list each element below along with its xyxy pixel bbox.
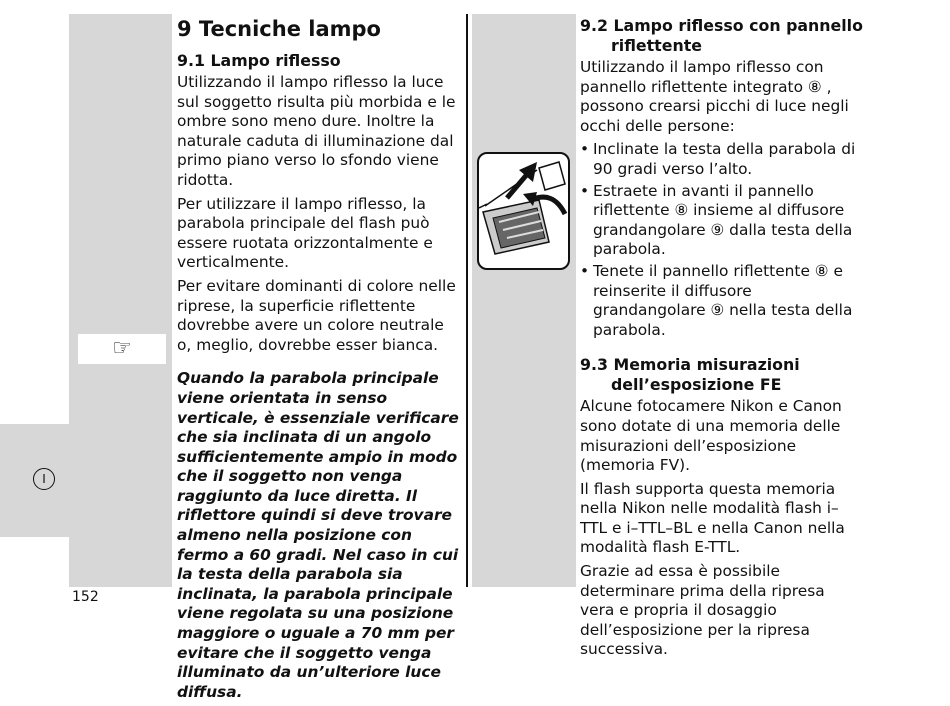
section-9-2-heading: 9.2 Lampo riflesso con pannello riflettente: [580, 16, 863, 55]
section-9-2-steps: [580, 140, 863, 340]
section-9-1-heading: 9.1 Lampo riflesso: [177, 51, 341, 70]
section-9-3: [580, 355, 863, 660]
section-9-3-paragraph-3: Grazie ad essa è possibile determinare prima della ripresa vera e propria il dosaggio dell’esposizione per la ripresa successiva.: [580, 562, 825, 659]
pointing-hand-note-marker: [78, 334, 166, 364]
page-title: 9 Tecniche lampo: [177, 17, 381, 41]
section-9-2-intro: Utilizzando il lampo riflesso con pannello riflettente integrato ⑧ , possono crearsi picchi di luce negli occhi delle persone:: [580, 58, 849, 135]
left-column: [177, 16, 460, 706]
section-9-3-paragraph-2: Il flash supporta questa memoria nella Nikon nelle modalità flash i–TTL e i–TTL–BL e nella Canon nella modalità flash E-TTL.: [580, 479, 845, 557]
section-9-3-paragraph-1: Alcune fotocamere Nikon e Canon sono dotate di una memoria delle misurazioni dell’esposizione (memoria FV).: [580, 397, 842, 475]
flash-reflector-drawing: [479, 154, 569, 268]
language-marker-label: I: [42, 472, 46, 486]
section-9-3-heading: 9.3 Memoria misurazioni dell’esposizione FE: [580, 355, 800, 395]
pointing-hand-icon: ☞: [112, 336, 132, 361]
section-9-1-paragraph-1: Utilizzando il lampo riflesso la luce sul soggetto risulta più morbida e le ombre sono meno dure. Inoltre la naturale caduta di illuminazione dal primo piano verso lo sfondo viene ridotta.: [177, 73, 456, 189]
step-item: • Estraete in avanti il pannello riflettente ⑧ insieme al diffusore grandangolare ⑨ dalla testa della parabola.: [580, 182, 863, 260]
step-item: • Inclinate la testa della parabola di 90 gradi verso l’alto.: [580, 140, 863, 179]
right-column: [580, 16, 863, 664]
reflector-panel-illustration: [477, 152, 570, 270]
right-margin-strip: [472, 14, 576, 587]
section-9-1-paragraph-3: Per evitare dominanti di colore nelle riprese, la superficie riflettente dovrebbe avere un colore neutrale o, meglio, dovrebbe esser bianca.: [177, 276, 456, 354]
left-margin-strip: [69, 14, 172, 587]
section-9-1-paragraph-2: Per utilizzare il lampo riflesso, la parabola principale del flash può essere ruotata orizzontalmente e verticalmente.: [177, 194, 433, 272]
section-9-1-warning-note: Quando la parabola principale viene orientata in senso verticale, è essenziale verificare che sia inclinata di un angolo sufficientemente ampio in modo che il soggetto non venga raggiunto da luce diretta. Il riflettore quindi si deve trovare almeno nella posizione con fermo a 60 gradi. Nel caso in cui la testa della parabola sia inclinata, la parabola principale viene regolata su una posizione maggiore o uguale a 70 mm per evitare che il soggetto venga illuminato da un’ulteriore luce diffusa.: [177, 369, 459, 701]
page-number: 152: [72, 589, 99, 605]
column-divider: [466, 14, 468, 587]
step-item: • Tenete il pannello riflettente ⑧ e reinserite il diffusore grandangolare ⑨ nella testa della parabola.: [580, 262, 863, 340]
language-marker: [33, 468, 55, 490]
